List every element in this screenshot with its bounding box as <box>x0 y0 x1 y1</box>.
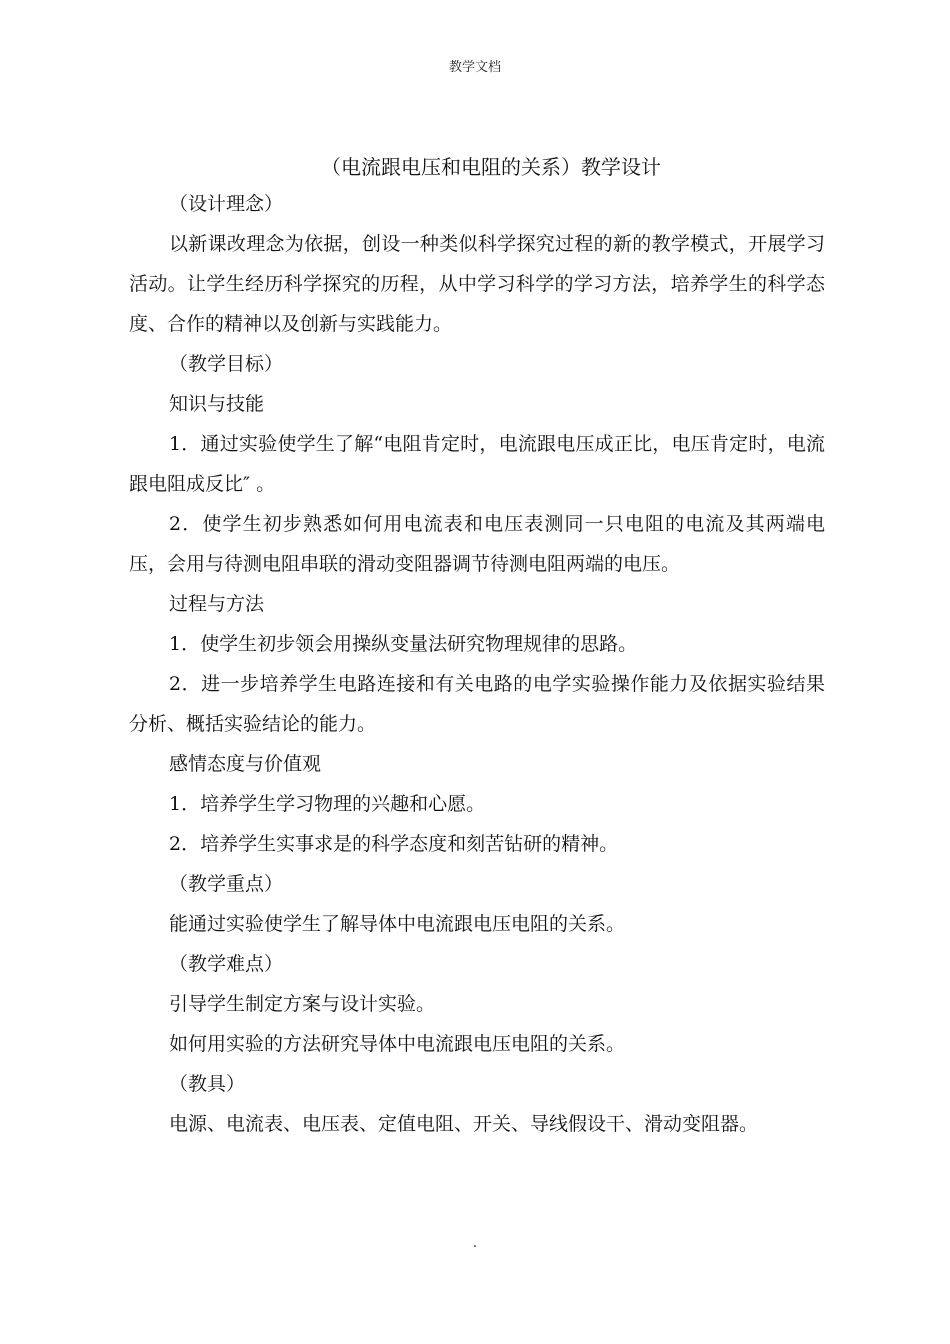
section-heading-key-points: （教学重点） <box>169 873 284 895</box>
list-item-attitude-2: 2．培养学生实事求是的科学态度和刻苦钻研的精神。 <box>169 833 619 855</box>
paragraph-teaching-aids: 电源、电流表、电压表、定值电阻、开关、导线假设干、滑动变阻器。 <box>169 1113 759 1135</box>
section-heading-difficulties: （教学难点） <box>169 953 284 975</box>
page-header: 教学文档 <box>448 60 501 75</box>
subheading-attitude-values: 感情态度与价值观 <box>169 753 322 775</box>
list-item-process-2: 2．进一步培养学生电路连接和有关电路的电学实验操作能力及依据实验结果分析、概括实验结论的能力。 <box>129 673 825 735</box>
list-item-attitude-1: 1．培养学生学习物理的兴趣和心愿。 <box>169 793 486 815</box>
section-heading-teaching-aids: （教具） <box>169 1073 246 1095</box>
list-item-knowledge-1: 1．通过实验使学生了解“电阻肯定时，电流跟电压成正比，电压肯定时，电流跟电阻成反比″ 。 <box>129 433 825 495</box>
list-item-process-1: 1．使学生初步领会用操纵变量法研究物理规律的思路。 <box>169 633 638 655</box>
subheading-knowledge-skills: 知识与技能 <box>169 393 265 415</box>
list-item-knowledge-2: 2．使学生初步熟悉如何用电流表和电压表测同一只电阻的电流及其两端电压，会用与待测电阻串联的滑动变阻器调节待测电阻两端的电压。 <box>129 513 825 575</box>
subheading-process-method: 过程与方法 <box>169 593 265 615</box>
document-title: （电流跟电压和电阻的关系）教学设计 <box>321 155 661 179</box>
paragraph-key-points: 能通过实验使学生了解导体中电流跟电压电阻的关系。 <box>169 913 626 935</box>
page-footer: . <box>472 1236 478 1251</box>
section-heading-teaching-goals: （教学目标） <box>169 353 284 375</box>
paragraph-difficulty-2: 如何用实验的方法研究导体中电流跟电压电阻的关系。 <box>169 1033 626 1055</box>
section-heading-design-concept: （设计理念） <box>169 193 284 215</box>
document-body <box>129 184 825 1144</box>
paragraph-design-concept: 以新课改理念为依据，创设一种类似科学探究过程的新的教学模式，开展学习活动。让学生经历科学探究的历程，从中学习科学的学习方法，培养学生的科学态度、合作的精神以及创新与实践能力。 <box>129 233 825 335</box>
paragraph-difficulty-1: 引导学生制定方案与设计实验。 <box>169 993 436 1015</box>
